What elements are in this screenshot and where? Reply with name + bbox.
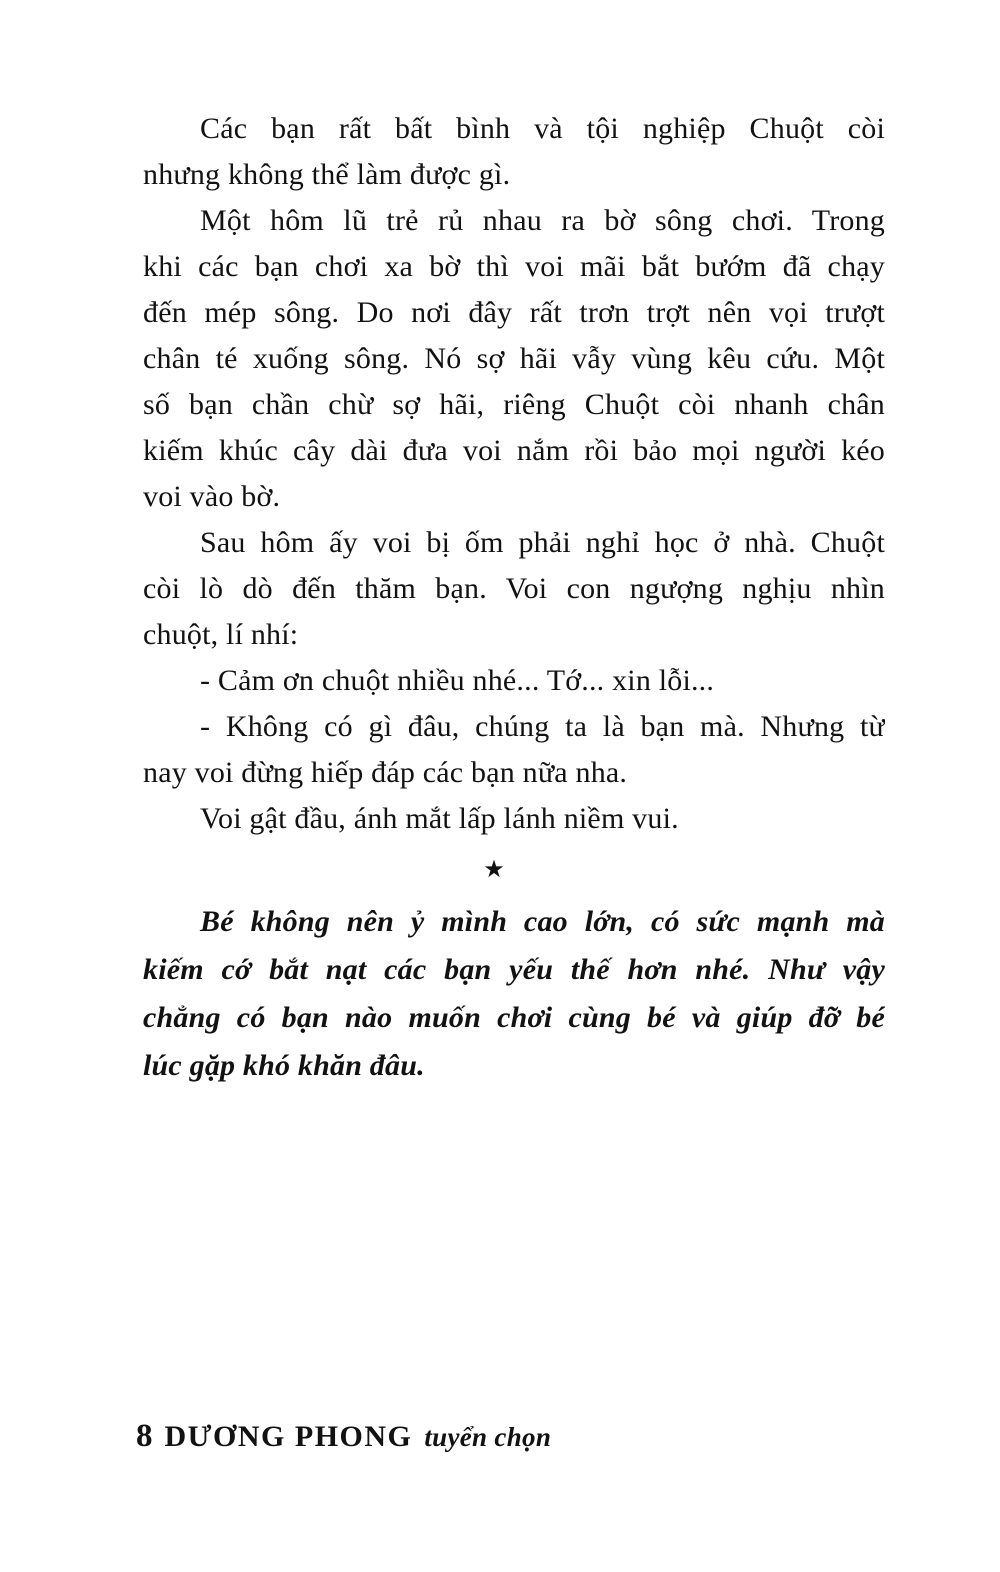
moral-line: lúc gặp khó khăn đâu. <box>143 1049 425 1082</box>
story-line: đến mép sông. Do nơi đây rất trơn trợt nên vọi trượt <box>143 296 885 329</box>
story-line: voi vào bờ. <box>143 480 281 513</box>
moral-line: Bé không nên ỷ mình cao lớn, có sức mạnh mà <box>200 905 885 938</box>
page-number: 8 <box>136 1418 153 1454</box>
story-text-block <box>143 106 885 1090</box>
moral-line: kiếm cớ bắt nạt các bạn yếu thế hơn nhé. Như vậy <box>143 953 885 986</box>
story-line: nhưng không thể làm được gì. <box>143 158 511 191</box>
story-line: - Cảm ơn chuột nhiều nhé... Tớ... xin lỗi... <box>200 664 715 697</box>
story-line: Các bạn rất bất bình và tội nghiệp Chuột còi <box>200 112 885 145</box>
story-paragraph-dialogue <box>143 704 885 796</box>
story-paragraph <box>143 106 885 198</box>
story-paragraph <box>143 520 885 658</box>
story-line: Sau hôm ấy voi bị ốm phải nghỉ học ở nhà. Chuột <box>200 526 885 559</box>
moral-paragraph <box>143 898 885 1090</box>
story-line: chuột, lí nhí: <box>143 618 299 651</box>
publisher-tagline: tuyển chọn <box>424 1422 552 1452</box>
story-line: chân té xuống sông. Nó sợ hãi vẫy vùng kêu cứu. Một <box>143 342 885 375</box>
story-line: Voi gật đầu, ánh mắt lấp lánh niềm vui. <box>200 802 679 835</box>
story-line: khi các bạn chơi xa bờ thì voi mãi bắt bướm đã chạy <box>143 250 885 283</box>
story-line: kiếm khúc cây dài đưa voi nắm rồi bảo mọi người kéo <box>143 434 885 467</box>
story-line: nay voi đừng hiếp đáp các bạn nữa nha. <box>143 756 628 789</box>
story-line: còi lò dò đến thăm bạn. Voi con ngượng nghịu nhìn <box>143 572 885 605</box>
story-paragraph <box>143 198 885 520</box>
story-paragraph-dialogue <box>143 658 885 704</box>
story-line: Một hôm lũ trẻ rủ nhau ra bờ sông chơi. Trong <box>200 204 885 237</box>
moral-line: chẳng có bạn nào muốn chơi cùng bé và giúp đỡ bé <box>143 1001 885 1034</box>
story-line: số bạn chần chừ sợ hãi, riêng Chuột còi nhanh chân <box>143 388 885 421</box>
publisher-name: DƯƠNG PHONG <box>164 1420 413 1453</box>
story-line: - Không có gì đâu, chúng ta là bạn mà. Nhưng từ <box>200 710 885 743</box>
story-paragraph <box>143 796 885 842</box>
star-separator-icon: ★ <box>483 857 505 883</box>
page-footer <box>136 1418 551 1455</box>
